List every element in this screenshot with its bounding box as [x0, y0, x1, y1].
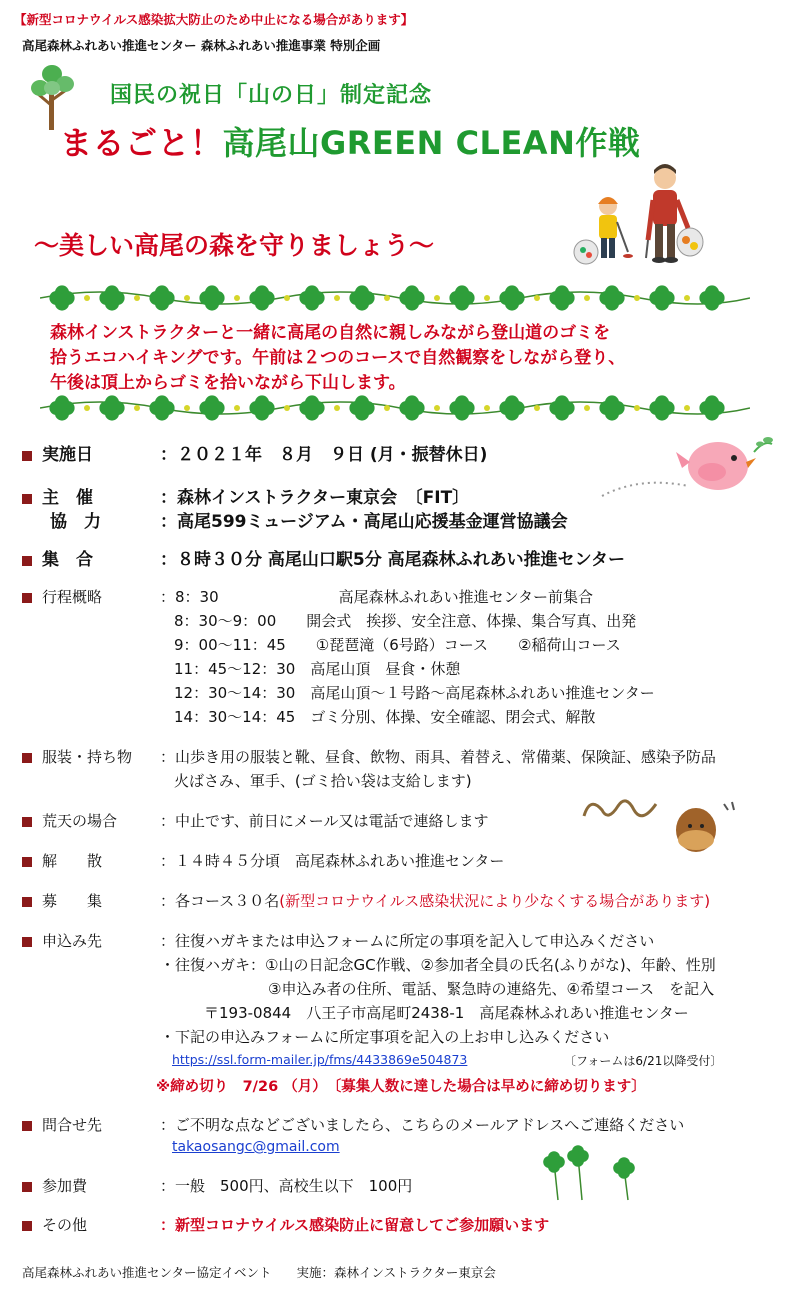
- belongings-line: 火ばさみ、軍手、(ゴミ拾い袋は支給します): [174, 772, 472, 790]
- volunteers-illustration: [570, 160, 710, 272]
- schedule-row: [22, 586, 102, 607]
- schedule-line: 14：30～14：45 ゴミ分別、体操、安全確認、閉会式、解散: [174, 708, 596, 726]
- apply-form-note: 〔フォームは6/21以降受付〕: [564, 1054, 723, 1068]
- apply-line: ・往復ハガキ：①山の日記念GC作戦、②参加者全員の氏名(ふりがな)、年齢、性別: [160, 956, 716, 974]
- meeting-row: [22, 545, 93, 570]
- clover-border-top-icon: [40, 280, 750, 316]
- contact-label: 問合せ先: [42, 1116, 103, 1134]
- tagline: ～美しい高尾の森を守りましょう～: [34, 231, 435, 260]
- apply-address: 〒193-0844 八王子市高尾町2438-1 高尾森林ふれあい推進センター: [204, 1004, 689, 1022]
- chestnut-icon: [672, 796, 742, 856]
- recruit-count: ：各コース３０名: [160, 892, 280, 910]
- clover-bunch-icon: [536, 1142, 646, 1202]
- fee-row: [22, 1175, 87, 1196]
- bullet-icon: [22, 897, 32, 907]
- fee-value: ：一般 500円、高校生以下 100円: [160, 1177, 413, 1195]
- fee-label: 参加費: [42, 1177, 88, 1195]
- recruit-row: [22, 890, 102, 911]
- swirl-icon: [580, 792, 660, 832]
- recruit-label: 募 集: [42, 892, 103, 910]
- date-label: 実施日: [42, 445, 93, 465]
- bullet-icon: [22, 451, 32, 461]
- schedule-line: 9：00～11：45 ①琵琶滝（6号路）コース ②稲荷山コース: [174, 636, 621, 654]
- bullet-icon: [22, 1121, 32, 1131]
- contact-value: ：ご不明な点などございましたら、こちらのメールアドレスへご連絡ください: [160, 1116, 685, 1134]
- schedule-label: 行程概略: [42, 588, 103, 606]
- meeting-value: ：８時３０分 高尾山口駅5分 高尾森林ふれあい推進センター: [160, 550, 625, 570]
- belongings-row: [22, 746, 132, 767]
- bullet-icon: [22, 593, 32, 603]
- apply-line: ・下記の申込みフォームに所定事項を記入の上お申し込みください: [160, 1028, 610, 1046]
- subtitle: 国民の祝日「山の日」制定記念: [110, 83, 433, 108]
- organizer-line: 高尾森林ふれあい推進センター 森林ふれあい推進事業 特別企画: [22, 38, 381, 53]
- other-value: ：新型コロナウイルス感染防止に留意してご参加願います: [160, 1216, 550, 1234]
- footer: 高尾森林ふれあい推進センター協定イベント 実施：森林インストラクター東京会: [22, 1265, 496, 1280]
- apply-form-link[interactable]: https://ssl.form-mailer.jp/fms/4433869e504873: [172, 1052, 468, 1067]
- cooperation-value: ：高尾599ミュージアム・高尾山応援基金運営協議会: [160, 512, 568, 532]
- dismissal-value: ：１４時４５分頃 高尾森林ふれあい推進センター: [160, 852, 505, 870]
- apply-label: 申込み先: [42, 932, 103, 950]
- intro-line: 拾うエコハイキングです。午前は２つのコースで自然観察をしながら登り、: [50, 348, 626, 368]
- schedule-line: 8：30～9：00 開会式 挨拶、安全注意、体操、集合写真、出発: [174, 612, 637, 630]
- top-warning: 【新型コロナウイルス感染拡大防止のため中止になる場合があります】: [14, 12, 414, 27]
- main-title: [60, 118, 640, 164]
- schedule-line: ：8：30 高尾森林ふれあい推進センター前集合: [160, 588, 594, 606]
- host-label: 主 催: [42, 488, 93, 508]
- bullet-icon: [22, 937, 32, 947]
- bullet-icon: [22, 753, 32, 763]
- belongings-line: ：山歩き用の服装と靴、昼食、飲物、雨具、着替え、常備薬、保険証、感染予防品: [160, 748, 716, 766]
- contact-row: [22, 1114, 102, 1135]
- recruit-note: (新型コロナウイルス感染状況により少なくする場合があります): [279, 892, 711, 910]
- bullet-icon: [22, 1182, 32, 1192]
- bullet-icon: [22, 857, 32, 867]
- recruit-value: [160, 890, 710, 911]
- date-value: ：２０２１年 ８月 ９日 (月・振替休日): [160, 445, 488, 465]
- bullet-icon: [22, 556, 32, 566]
- contact-email-link[interactable]: takaosangc@gmail.com: [172, 1139, 340, 1155]
- apply-deadline: ※締め切り 7/26 （月） 〔募集人数に達した場合は早めに締め切ります〕: [156, 1079, 646, 1095]
- bad-weather-label: 荒天の場合: [42, 812, 118, 830]
- dismissal-label: 解 散: [42, 852, 103, 870]
- host-value: ：森林インストラクター東京会 〔FIT〕: [160, 488, 470, 508]
- other-label: その他: [42, 1216, 88, 1234]
- meeting-label: 集 合: [42, 550, 93, 570]
- main-title-part1: まるごと！: [60, 124, 223, 162]
- date-row: [22, 440, 93, 465]
- host-row: [22, 483, 93, 508]
- intro-text: [50, 321, 625, 396]
- cooperation-label: 協 力: [50, 512, 101, 532]
- bullet-icon: [22, 1221, 32, 1231]
- other-row: [22, 1214, 87, 1235]
- intro-line: 森林インストラクターと一緒に高尾の自然に親しみながら登山道のゴミを: [50, 323, 611, 343]
- apply-line: ③申込み者の住所、電話、緊急時の連絡先、④希望コース を記入: [268, 980, 715, 998]
- apply-row: [22, 930, 102, 951]
- bullet-icon: [22, 494, 32, 504]
- bad-weather-value: ：中止です、前日にメール又は電話で連絡します: [160, 812, 489, 830]
- intro-line: 午後は頂上からゴミを拾いながら下山します。: [50, 373, 406, 393]
- dotted-trail-icon: [600, 476, 690, 500]
- bullet-icon: [22, 817, 32, 827]
- bad-weather-row: [22, 810, 117, 831]
- schedule-line: 12：30～14：30 高尾山頂～１号路～高尾森林ふれあい推進センター: [174, 684, 655, 702]
- belongings-label: 服装・持ち物: [42, 748, 133, 766]
- schedule-line: 11：45～12：30 高尾山頂 昼食・休憩: [174, 660, 461, 678]
- dismissal-row: [22, 850, 102, 871]
- main-title-part2: 高尾山GREEN CLEAN作戦: [222, 124, 641, 162]
- bird-icon: [676, 422, 776, 502]
- apply-line: ：往復ハガキまたは申込フォームに所定の事項を記入して申込みください: [160, 932, 655, 950]
